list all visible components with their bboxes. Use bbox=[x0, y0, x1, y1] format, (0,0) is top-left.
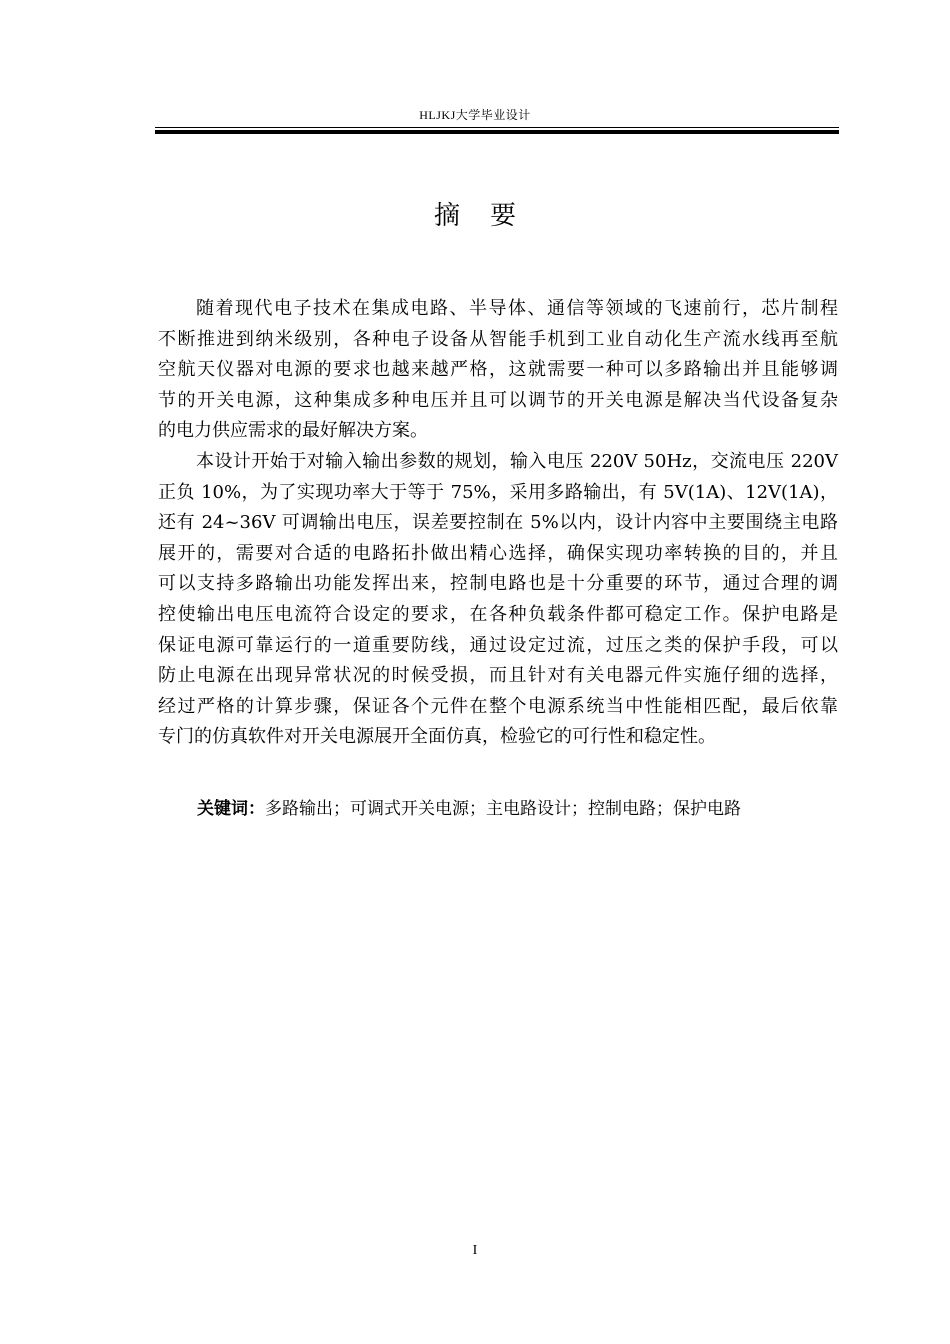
text-line: 还有 24~36V 可调输出电压，误差要控制在 5%以内，设计内容中主要围绕主电路 bbox=[158, 512, 838, 534]
text-line: 本设计开始于对输入输出参数的规划，输入电压 220V 50Hz，交流电压 220V bbox=[196, 450, 838, 472]
page-header: HLJKJ大学毕业设计 bbox=[419, 108, 531, 122]
keywords bbox=[197, 794, 741, 819]
header-rule-thick bbox=[155, 130, 839, 134]
paragraph-2 bbox=[158, 447, 838, 753]
keywords-text: 多路输出；可调式开关电源；主电路设计；控制电路；保护电路 bbox=[265, 799, 741, 819]
page-number: I bbox=[472, 1243, 478, 1258]
keywords-label: 关键词： bbox=[197, 799, 265, 819]
text-line: 正负 10%，为了实现功率大于等于 75%，采用多路输出，有 5V(1A)、12V(1A)， bbox=[158, 481, 838, 503]
title-char: 摘 bbox=[433, 201, 460, 231]
text-line: 节的开关电源，这种集成多种电压并且可以调节的开关电源是解决当代设备复杂 bbox=[158, 389, 838, 411]
text-line: 控使输出电压电流符合设定的要求，在各种负载条件都可稳定工作。保护电路是 bbox=[158, 603, 838, 625]
text-line: 可以支持多路输出功能发挥出来，控制电路也是十分重要的环节，通过合理的调 bbox=[158, 573, 838, 595]
text-line: 不断推进到纳米级别，各种电子设备从智能手机到工业自动化生产流水线再至航 bbox=[158, 328, 838, 350]
text-line: 空航天仪器对电源的要求也越来越严格，这就需要一种可以多路输出并且能够调 bbox=[158, 359, 838, 381]
text-line: 展开的，需要对合适的电路拓扑做出精心选择，确保实现功率转换的目的，并且 bbox=[158, 542, 838, 564]
header-rule-thin bbox=[155, 127, 839, 128]
abstract-title bbox=[0, 195, 950, 232]
text-line: 保证电源可靠运行的一道重要防线，通过设定过流，过压之类的保护手段，可以 bbox=[158, 634, 838, 656]
title-char: 要 bbox=[490, 201, 517, 231]
abstract-body bbox=[158, 294, 838, 753]
text-line: 防止电源在出现异常状况的时候受损，而且针对有关电器元件实施仔细的选择， bbox=[158, 665, 838, 687]
text-line: 随着现代电子技术在集成电路、半导体、通信等领域的飞速前行，芯片制程 bbox=[196, 298, 838, 319]
text-line: 经过严格的计算步骤，保证各个元件在整个电源系统当中性能相匹配，最后依靠 bbox=[158, 695, 838, 717]
text-line: 的电力供应需求的最好解决方案。 bbox=[158, 420, 428, 442]
paragraph-1 bbox=[158, 294, 838, 447]
text-line: 专门的仿真软件对开关电源展开全面仿真，检验它的可行性和稳定性。 bbox=[158, 726, 716, 748]
